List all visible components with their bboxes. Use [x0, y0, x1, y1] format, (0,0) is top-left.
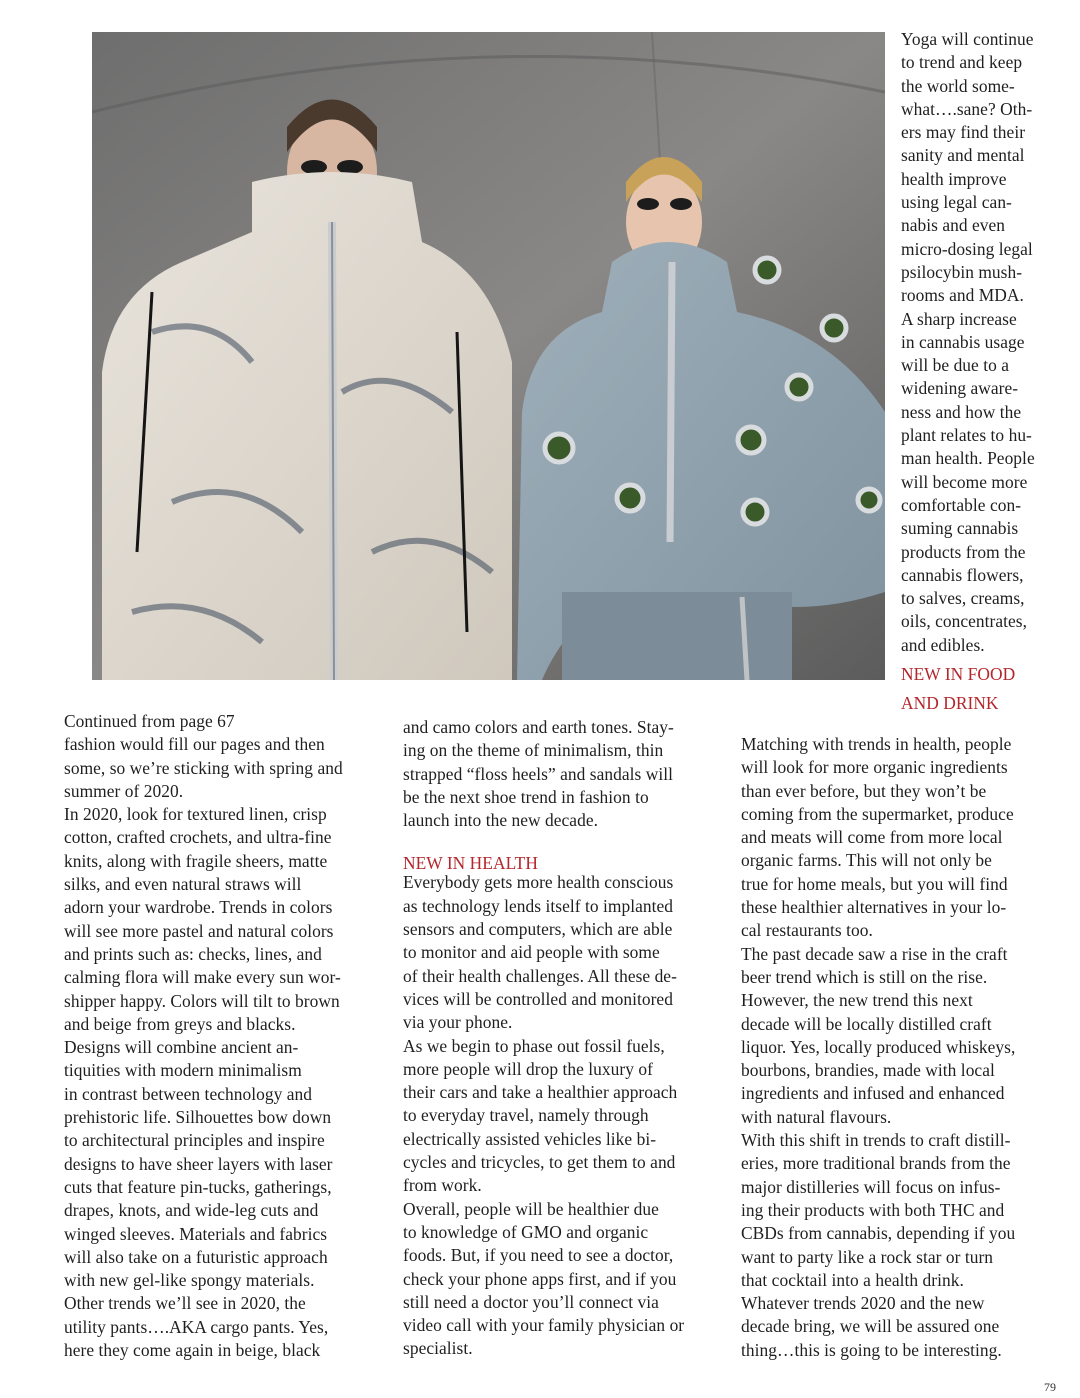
- text-line: true for home meals, but you will find: [741, 873, 1008, 894]
- text-line: comfortable con-: [901, 494, 1022, 515]
- text-line: The past decade saw a rise in the craft: [741, 943, 1008, 964]
- text-line: prehistoric life. Silhouettes bow down: [64, 1107, 332, 1128]
- text-line: bourbons, brandies, made with local: [741, 1060, 995, 1081]
- text-line: silks, and even natural straws will: [64, 874, 302, 895]
- text-line: thing…this is going to be interesting.: [741, 1339, 1002, 1360]
- text-line: be the next shoe trend in fashion to: [403, 786, 649, 807]
- text-line: drapes, knots, and wide-leg cuts and: [64, 1200, 319, 1221]
- text-line: tiquities with modern minimalism: [64, 1060, 302, 1081]
- section-heading-food-drink: NEW IN FOOD: [901, 664, 1016, 685]
- text-line: ing their products with both THC and: [741, 1199, 1005, 1220]
- text-line: than ever before, but they won’t be: [741, 780, 987, 801]
- article-column-2: [403, 716, 715, 1361]
- text-line: to everyday travel, namely through: [403, 1105, 649, 1126]
- page-number: 79: [1044, 1380, 1056, 1394]
- text-line: of their health challenges. All these de-: [403, 965, 677, 986]
- text-line: will become more: [901, 471, 1028, 492]
- text-line: in cannabis usage: [901, 331, 1025, 352]
- text-line: utility pants….AKA cargo pants. Yes,: [64, 1316, 329, 1337]
- sidebar-column: [901, 28, 1061, 716]
- text-line: will be due to a: [901, 355, 1010, 376]
- text-line: cannabis flowers,: [901, 564, 1024, 585]
- text-line: man health. People: [901, 448, 1035, 469]
- text-line: liquor. Yes, locally produced whiskeys,: [741, 1036, 1016, 1057]
- text-line: sanity and mental: [901, 145, 1025, 166]
- text-line: with new gel-like spongy materials.: [64, 1270, 315, 1291]
- text-line: what….sane? Oth-: [901, 98, 1033, 119]
- text-line: Yoga will continue: [901, 29, 1034, 49]
- text-line: cal restaurants too.: [741, 920, 873, 941]
- text-line: health improve: [901, 168, 1007, 189]
- text-line: cuts that feature pin-tucks, gatherings,: [64, 1176, 332, 1197]
- text-line: cotton, crafted crochets, and ultra-fine: [64, 827, 332, 848]
- text-line: from work.: [403, 1175, 482, 1196]
- text-line: foods. But, if you need to see a doctor,: [403, 1245, 674, 1266]
- text-line: As we begin to phase out fossil fuels,: [403, 1035, 665, 1056]
- text-line: want to party like a rock star or turn: [741, 1246, 994, 1267]
- text-line: electrically assisted vehicles like bi-: [403, 1128, 657, 1149]
- text-line: ingredients and infused and enhanced: [741, 1083, 1005, 1104]
- text-line: vices will be controlled and monitored: [403, 988, 673, 1009]
- text-line: designs to have sheer layers with laser: [64, 1153, 333, 1174]
- text-line: via your phone.: [403, 1012, 513, 1033]
- text-line: to architectural principles and inspire: [64, 1130, 325, 1151]
- text-line: video call with your family physician or: [403, 1315, 685, 1336]
- text-line: widening aware-: [901, 378, 1019, 399]
- text-line: products from the: [901, 541, 1026, 562]
- text-line: to knowledge of GMO and organic: [403, 1221, 649, 1242]
- text-line: ness and how the: [901, 401, 1022, 422]
- text-line: However, the new trend this next: [741, 990, 973, 1011]
- text-line: psilocybin mush-: [901, 261, 1023, 282]
- text-line: as technology lends itself to implanted: [403, 895, 674, 916]
- section-heading-food-drink-line2: AND DRINK: [901, 693, 999, 714]
- article-column-3: [741, 733, 1057, 1362]
- text-line: and beige from greys and blacks.: [64, 1013, 296, 1034]
- text-line: calming flora will make every sun wor-: [64, 967, 341, 988]
- text-line: eries, more traditional brands from the: [741, 1153, 1011, 1174]
- text-line: adorn your wardrobe. Trends in colors: [64, 897, 333, 918]
- text-line: some, so we’re sticking with spring and: [64, 757, 343, 778]
- text-line: ers may find their: [901, 122, 1026, 143]
- text-line: plant relates to hu-: [901, 425, 1032, 446]
- text-line: strapped “floss heels” and sandals will: [403, 763, 673, 784]
- text-line: Whatever trends 2020 and the new: [741, 1293, 985, 1314]
- text-line: organic farms. This will not only be: [741, 850, 992, 871]
- text-line: here they come again in beige, black: [64, 1340, 321, 1361]
- text-line: still need a doctor you’ll connect via: [403, 1291, 659, 1312]
- text-line: will see more pastel and natural colors: [64, 920, 334, 941]
- text-line: the world some-: [901, 75, 1015, 96]
- text-line: sensors and computers, which are able: [403, 919, 673, 940]
- text-line: shipper happy. Colors will tilt to brown: [64, 990, 340, 1011]
- text-line: and edibles.: [901, 634, 985, 655]
- text-line: oils, concentrates,: [901, 611, 1028, 632]
- text-line: their cars and take a healthier approach: [403, 1082, 678, 1103]
- text-line: beer trend which is still on the rise.: [741, 966, 988, 987]
- text-line: micro-dosing legal: [901, 238, 1033, 259]
- text-line: suming cannabis: [901, 518, 1019, 539]
- text-line: to monitor and aid people with some: [403, 942, 660, 963]
- text-line: and meats will come from more local: [741, 827, 1003, 848]
- article-column-1: [64, 710, 376, 1362]
- text-line: rooms and MDA.: [901, 285, 1024, 306]
- text-line: In 2020, look for textured linen, crisp: [64, 804, 327, 825]
- text-line: With this shift in trends to craft distill-: [741, 1130, 1011, 1151]
- text-line: cycles and tricycles, to get them to and: [403, 1152, 676, 1173]
- text-line: to trend and keep: [901, 52, 1023, 73]
- text-line: to salves, creams,: [901, 588, 1025, 609]
- text-line: Other trends we’ll see in 2020, the: [64, 1293, 306, 1314]
- text-line: decade bring, we will be assured one: [741, 1316, 1000, 1337]
- text-line: major distilleries will focus on infus-: [741, 1176, 1001, 1197]
- text-line: more people will drop the luxury of: [403, 1058, 653, 1079]
- text-line: knits, along with fragile sheers, matte: [64, 850, 328, 871]
- fashion-photo: [92, 32, 885, 680]
- text-line: decade will be locally distilled craft: [741, 1013, 992, 1034]
- text-line: launch into the new decade.: [403, 810, 598, 831]
- text-line: and camo colors and earth tones. Stay-: [403, 717, 674, 737]
- text-line: with natural flavours.: [741, 1106, 892, 1127]
- text-line: using legal can-: [901, 192, 1012, 213]
- text-line: will look for more organic ingredients: [741, 757, 1008, 778]
- text-line: nabis and even: [901, 215, 1006, 236]
- text-line: Everybody gets more health conscious: [403, 872, 674, 893]
- text-line: Overall, people will be healthier due: [403, 1198, 659, 1219]
- text-line: will also take on a futuristic approach: [64, 1246, 328, 1267]
- text-line: summer of 2020.: [64, 780, 184, 801]
- text-line: check your phone apps first, and if you: [403, 1268, 677, 1289]
- text-line: CBDs from cannabis, depending if you: [741, 1223, 1016, 1244]
- continued-note: Continued from page 67: [64, 711, 235, 731]
- text-line: these healthier alternatives in your lo-: [741, 897, 1007, 918]
- text-line: specialist.: [403, 1338, 473, 1359]
- photo-illustration: [92, 32, 885, 680]
- text-line: Matching with trends in health, people: [741, 734, 1012, 754]
- text-line: and prints such as: checks, lines, and: [64, 943, 322, 964]
- text-line: that cocktail into a health drink.: [741, 1269, 964, 1290]
- section-heading-health: NEW IN HEALTH: [403, 853, 538, 874]
- text-line: fashion would fill our pages and then: [64, 734, 325, 755]
- text-line: winged sleeves. Materials and fabrics: [64, 1223, 328, 1244]
- text-line: A sharp increase: [901, 308, 1017, 329]
- text-line: Designs will combine ancient an-: [64, 1037, 299, 1058]
- text-line: in contrast between technology and: [64, 1083, 312, 1104]
- text-line: ing on the theme of minimalism, thin: [403, 740, 664, 761]
- text-line: coming from the supermarket, produce: [741, 803, 1014, 824]
